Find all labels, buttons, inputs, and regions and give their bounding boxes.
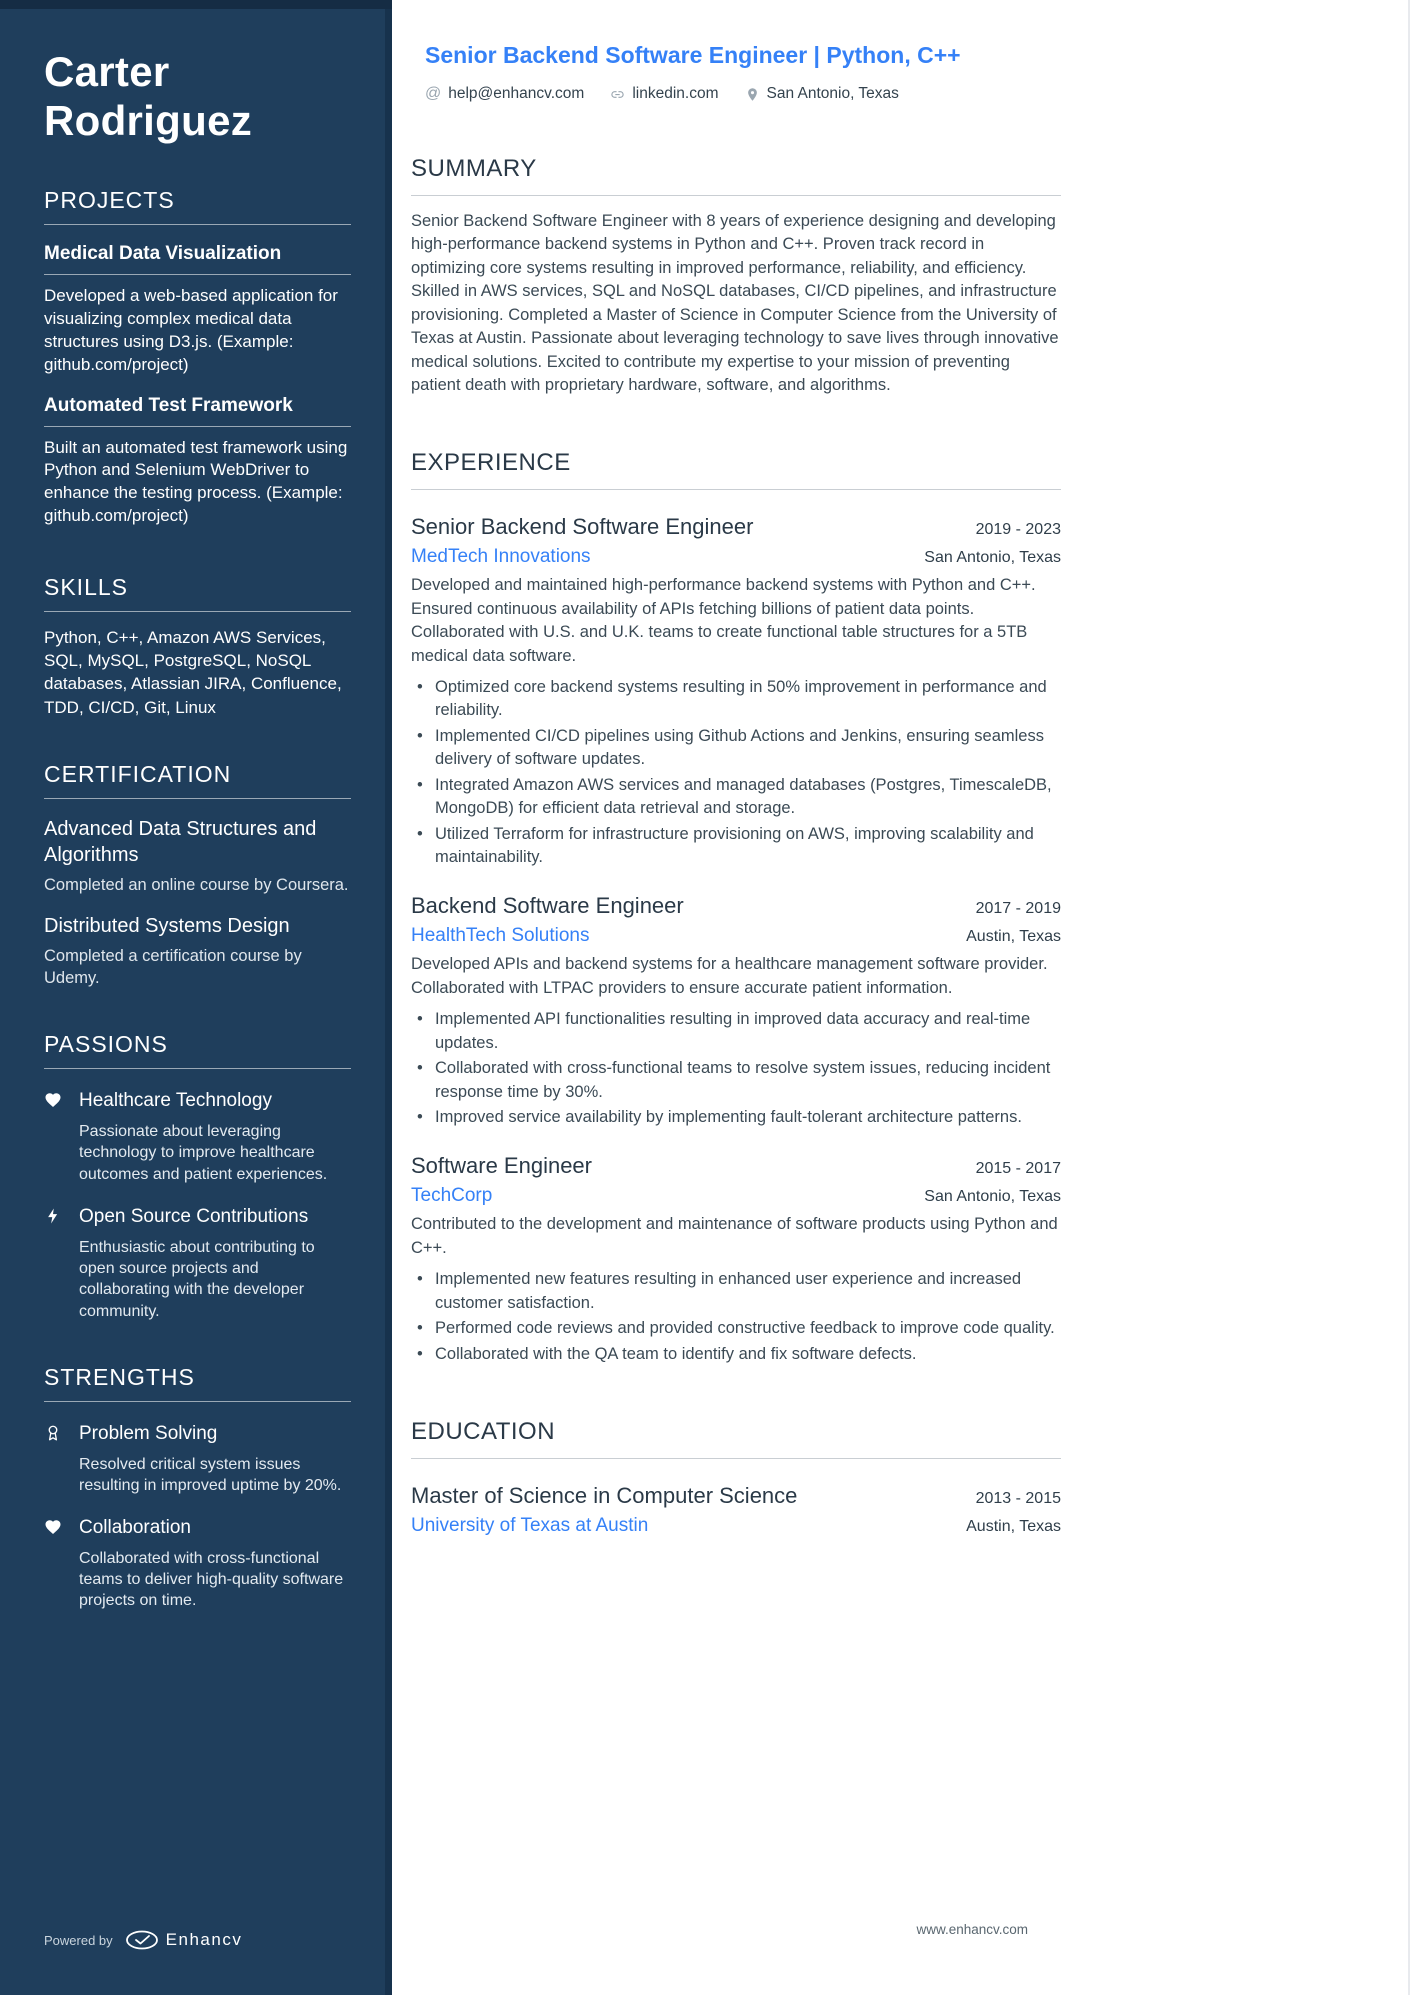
strength-body [79, 1422, 351, 1496]
project-title: Automated Test Framework [44, 395, 351, 427]
enhancv-logo-text: Enhancv [165, 1930, 243, 1949]
job-company-row [411, 921, 1061, 947]
strengths-heading: STRENGTHS [44, 1364, 351, 1402]
strength-body [79, 1516, 351, 1612]
degree-row [411, 1473, 1061, 1511]
sidebar-edge [385, 0, 392, 1995]
job-summary: Developed and maintained high-performance backend systems with Python and C++. Ensured continuous availability of APIs fetching billions of patient data points. Collaborated with U.S. and U.K. teams to create functional table structures for a 5TB medical data software. [411, 576, 1036, 665]
enhancv-logo[interactable] [125, 1929, 243, 1951]
website-footer[interactable]: www.enhancv.com [916, 1922, 1028, 1937]
experience-section [411, 449, 1061, 1366]
projects-heading: PROJECTS [44, 187, 351, 225]
experience-heading: EXPERIENCE [411, 449, 1061, 490]
school-row [411, 1511, 1061, 1537]
email-icon: @ [425, 85, 442, 102]
degree-title: Master of Science in Computer Science [411, 1482, 798, 1508]
job-dates: 2019 - 2023 [975, 521, 1061, 539]
project-description: Developed a web-based application for visualizing complex medical data structures using D3.js. (Example: github.com/project) [44, 286, 338, 374]
job-entry [411, 1143, 1061, 1366]
resume-title: Senior Backend Software Engineer | Python, C++ [425, 42, 961, 68]
enhancv-logo-mark [125, 1929, 159, 1951]
sidebar [0, 0, 385, 1995]
main-content [385, 0, 1408, 1995]
contact-linkedin[interactable] [610, 85, 718, 103]
project-description: Built an automated test framework using Python and Selenium WebDriver to enhance the testing process. (Example: github.com/project) [44, 437, 348, 525]
job-bullets [411, 676, 1061, 869]
passion-title: Open Source Contributions [79, 1206, 309, 1227]
job-location: Austin, Texas [966, 928, 1061, 946]
passions-heading: PASSIONS [44, 1031, 351, 1069]
certification-title: Distributed Systems Design [44, 915, 290, 938]
strength-description: Resolved critical system issues resulting in improved uptime by 20%. [79, 1455, 342, 1494]
job-bullet: • Implemented API functionalities resulting in improved data accuracy and real-time updates. [411, 1008, 1061, 1055]
sidebar-section-strengths [44, 1364, 351, 1612]
certification-title: Advanced Data Structures and Algorithms [44, 818, 317, 866]
job-summary: Contributed to the development and maintenance of software products using Python and C++. [411, 1215, 1058, 1257]
passion-body [79, 1089, 351, 1185]
job-entry [411, 883, 1061, 1129]
job-bullet: • Implemented new features resulting in enhanced user experience and increased customer satisfaction. [411, 1268, 1061, 1315]
job-location: San Antonio, Texas [924, 549, 1061, 567]
heart-icon [44, 1516, 70, 1612]
strength-title: Collaboration [79, 1517, 191, 1539]
job-dates: 2017 - 2019 [975, 900, 1061, 918]
sidebar-section-skills [44, 574, 351, 720]
job-summary: Developed APIs and backend systems for a healthcare management software provider. Collaborated with LTPAC providers to ensure accurate patient information. [411, 955, 1048, 997]
contact-email-text: help@enhancv.com [448, 85, 585, 102]
job-title: Senior Backend Software Engineer [411, 514, 754, 540]
passion-item [44, 1205, 351, 1322]
summary-section [411, 155, 1061, 397]
sidebar-section-certification [44, 761, 351, 989]
summary-text: Senior Backend Software Engineer with 8 years of experience designing and developing high-performance backend systems in Python and C++. Proven track record in optimizing core systems resulting in improved performance, reliability, and efficiency. Skilled in AWS services, SQL and NoSQL databases, CI/CD pipelines, and infrastructure provisioning. Completed a Master of Science in Computer Science from the University of Texas at Austin. Passionate about leveraging technology to save lives through innovative medical solutions. Excited to contribute my expertise to your mission of preventing patient death with proprietary hardware, software, and algorithms. [411, 212, 1059, 394]
powered-by-footer [44, 1889, 351, 1951]
certification-heading: CERTIFICATION [44, 761, 351, 799]
job-title: Software Engineer [411, 1153, 592, 1179]
job-entry [411, 504, 1061, 869]
candidate-name: Carter Rodriguez [44, 48, 253, 144]
skills-heading: SKILLS [44, 574, 351, 612]
education-section [411, 1418, 1061, 1537]
job-bullet: • Collaborated with cross-functional teams to resolve system issues, reducing incident response time by 30%. [411, 1057, 1061, 1104]
job-title-row [411, 1143, 1061, 1181]
job-bullet: • Performed code reviews and provided constructive feedback to improve code quality. [411, 1317, 1061, 1340]
sidebar-section-passions [44, 1031, 351, 1321]
job-bullet: • Collaborated with the QA team to identify and fix software defects. [411, 1343, 1061, 1366]
school-link[interactable]: University of Texas at Austin [411, 1514, 649, 1536]
top-accent-bar [0, 0, 392, 9]
heart-icon [44, 1089, 70, 1185]
passion-item [44, 1089, 351, 1185]
job-title-row [411, 883, 1061, 921]
strength-item [44, 1422, 351, 1496]
location-icon [745, 87, 760, 102]
job-title: Backend Software Engineer [411, 893, 684, 919]
job-bullet: • Implemented CI/CD pipelines using Github Actions and Jenkins, ensuring seamless delivery of software updates. [411, 725, 1061, 772]
project-title: Medical Data Visualization [44, 243, 351, 275]
job-company-row [411, 542, 1061, 568]
job-bullet: • Utilized Terraform for infrastructure provisioning on AWS, improving scalability and maintainability. [411, 823, 1061, 870]
job-location: San Antonio, Texas [924, 1188, 1061, 1206]
powered-by-label: Powered by [44, 1932, 113, 1948]
job-dates: 2015 - 2017 [975, 1160, 1061, 1178]
job-bullet: • Improved service availability by implementing fault-tolerant architecture patterns. [411, 1106, 1061, 1129]
summary-heading: SUMMARY [411, 155, 1061, 196]
project-item [44, 243, 351, 376]
certification-item [44, 914, 351, 989]
link-icon [610, 87, 625, 102]
main-column [411, 42, 1061, 1537]
medal-icon [44, 1422, 70, 1496]
job-title-row [411, 504, 1061, 542]
strength-description: Collaborated with cross-functional teams to deliver high-quality software projects on time. [79, 1549, 344, 1610]
passion-description: Passionate about leveraging technology to improve healthcare outcomes and patient experiences. [79, 1123, 328, 1183]
strength-title: Problem Solving [79, 1422, 218, 1444]
passion-title: Healthcare Technology [79, 1090, 272, 1112]
company-link[interactable]: HealthTech Solutions [411, 925, 590, 947]
project-item [44, 395, 351, 528]
education-entry [411, 1473, 1061, 1537]
job-company-row [411, 1181, 1061, 1207]
contact-location [745, 85, 899, 103]
certification-description: Completed an online course by Coursera. [44, 875, 349, 894]
lightning-icon [44, 1205, 70, 1322]
job-bullet: • Optimized core backend systems resulting in 50% improvement in performance and reliability. [411, 676, 1061, 723]
company-link[interactable]: MedTech Innovations [411, 546, 591, 568]
strength-item [44, 1516, 351, 1612]
contact-linkedin-text: linkedin.com [632, 85, 719, 102]
skills-list: Python, C++, Amazon AWS Services, SQL, MySQL, PostgreSQL, NoSQL databases, Atlassian JIRA, Confluence, TDD, CI/CD, Git, Linux [44, 627, 342, 717]
contact-location-text: San Antonio, Texas [766, 85, 899, 102]
company-link[interactable]: TechCorp [411, 1185, 493, 1207]
sidebar-section-projects [44, 187, 351, 531]
contact-row [425, 85, 1061, 103]
education-heading: EDUCATION [411, 1418, 1061, 1459]
passion-description: Enthusiastic about contributing to open source projects and collaborating with the developer community. [79, 1238, 315, 1320]
job-bullets [411, 1008, 1061, 1129]
certification-item [44, 817, 351, 896]
passion-body [79, 1205, 351, 1322]
degree-dates: 2013 - 2015 [975, 1489, 1061, 1507]
job-bullet: • Integrated Amazon AWS services and managed databases (Postgres, TimescaleDB, MongoDB) for efficient data retrieval and storage. [411, 774, 1061, 821]
certification-description: Completed a certification course by Udemy. [44, 946, 302, 987]
school-location: Austin, Texas [966, 1517, 1061, 1535]
job-bullets [411, 1268, 1061, 1366]
contact-email[interactable] [425, 85, 584, 103]
